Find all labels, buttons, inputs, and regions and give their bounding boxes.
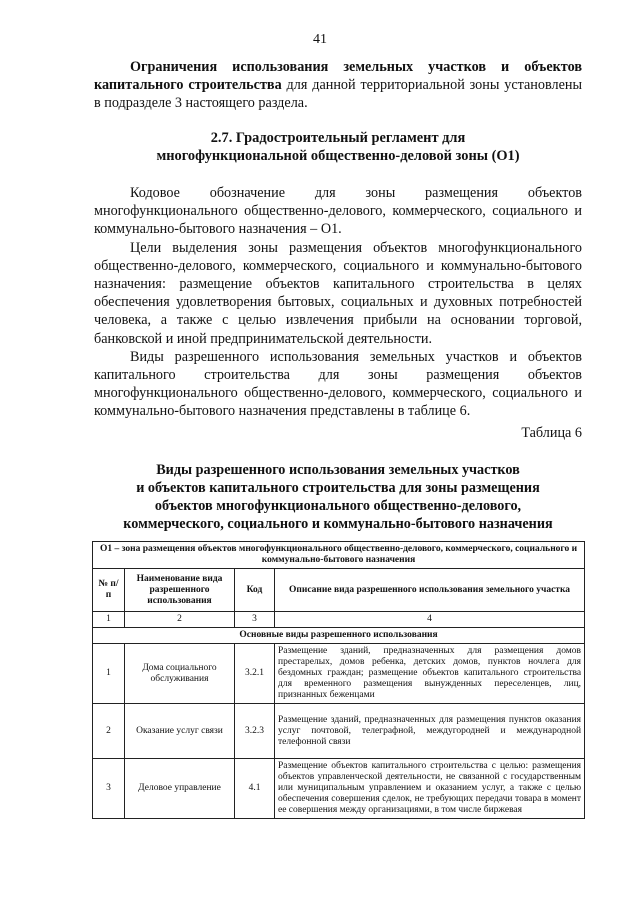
row-code: 4.1 — [235, 759, 275, 819]
col-number: 2 — [125, 612, 235, 628]
col-header-desc: Описание вида разрешенного использования земельного участка — [275, 569, 585, 612]
row-code: 3.2.3 — [235, 704, 275, 759]
section-title-line1: 2.7. Градостроительный регламент для — [210, 130, 466, 146]
row-name: Дома социального обслуживания — [125, 644, 235, 704]
zone-table — [92, 541, 585, 819]
section-row — [93, 628, 585, 644]
intro-paragraph — [94, 58, 582, 113]
page-number: 41 — [313, 32, 327, 47]
table-row — [93, 644, 585, 704]
section-title-line2: многофункциональной общественно-деловой зоны (О1) — [156, 148, 520, 164]
col-number: 3 — [235, 612, 275, 628]
zone-header: О1 – зона размещения объектов многофункционального общественно-делового, коммерческого, социального и коммунально-бытового назначения — [93, 542, 585, 569]
row-desc: Размещение объектов капитального строительства с целью: размещения объектов управленческой деятельности, не связанной с государственным или муниципальным управлением и оказанием услуг, а также с целью обеспечения совершения сделок, не требующих передачи товара в момент ее совершения между организациями, в том числе биржевая — [275, 759, 585, 819]
col-number: 1 — [93, 612, 125, 628]
intro-rest: для данной территориальной зоны установлены в подразделе 3 настоящего раздела. — [94, 77, 582, 112]
col-number: 4 — [275, 612, 585, 628]
paragraph-types: Виды разрешенного использования земельных участков и объектов капитального строительства для зоны размещения объектов многофункционального общественно-делового, коммерческого, социального и коммунально-бытового назначения представлены в таблице 6. — [94, 348, 582, 420]
row-num: 1 — [93, 644, 125, 704]
paragraph-goals: Цели выделения зоны размещения объектов многофункционального общественно-делового, коммерческого, социального и коммунально-бытового назначения: размещение объектов капитального строительства в целях обеспечения удовлетворения бытовых, социальных и духовных потребностей человека, а также с целью извлечения прибыли на основании торговой, банковской и иной предпринимательской деятельности. — [94, 239, 582, 347]
table-title — [94, 461, 582, 533]
zone-header-row — [93, 542, 585, 569]
intro-bold: Ограничения использования земельных участков и объектов капитального строительства — [94, 59, 582, 94]
col-header-code: Код — [235, 569, 275, 612]
table-title-line4: коммерческого, социального и коммунально-бытового назначения — [123, 516, 553, 532]
column-header-row — [93, 569, 585, 612]
row-num: 2 — [93, 704, 125, 759]
row-code: 3.2.1 — [235, 644, 275, 704]
body-text — [94, 184, 582, 421]
table-caption: Таблица 6 — [521, 425, 582, 441]
paragraph-code: Кодовое обозначение для зоны размещения объектов многофункционального общественно-делового, коммерческого, социального и коммунально-бытового назначения – О1. — [94, 185, 582, 238]
col-header-name: Наименование вида разрешенного использования — [125, 569, 235, 612]
table-title-line1: Виды разрешенного использования земельных участков — [156, 462, 520, 478]
row-desc: Размещение зданий, предназначенных для размещения домов престарелых, домов ребенка, детских домов, пунктов ночлега для бездомных граждан; размещение объектов капитального строительства для временного размещения вынужденных переселенцев, лиц, признанных беженцами — [275, 644, 585, 704]
row-name: Оказание услуг связи — [125, 704, 235, 759]
row-desc: Размещение зданий, предназначенных для размещения пунктов оказания услуг почтовой, телеграфной, междугородней и международной телефонной связи — [275, 704, 585, 759]
section-title — [94, 129, 582, 165]
table-title-line3: объектов многофункционального общественно-делового, — [154, 498, 522, 514]
column-number-row — [93, 612, 585, 628]
col-header-num: № п/п — [93, 569, 125, 612]
row-name: Деловое управление — [125, 759, 235, 819]
table-row — [93, 759, 585, 819]
row-num: 3 — [93, 759, 125, 819]
table-title-line2: и объектов капитального строительства для зоны размещения — [136, 480, 540, 496]
section-row-label: Основные виды разрешенного использования — [93, 628, 585, 644]
table-row — [93, 704, 585, 759]
